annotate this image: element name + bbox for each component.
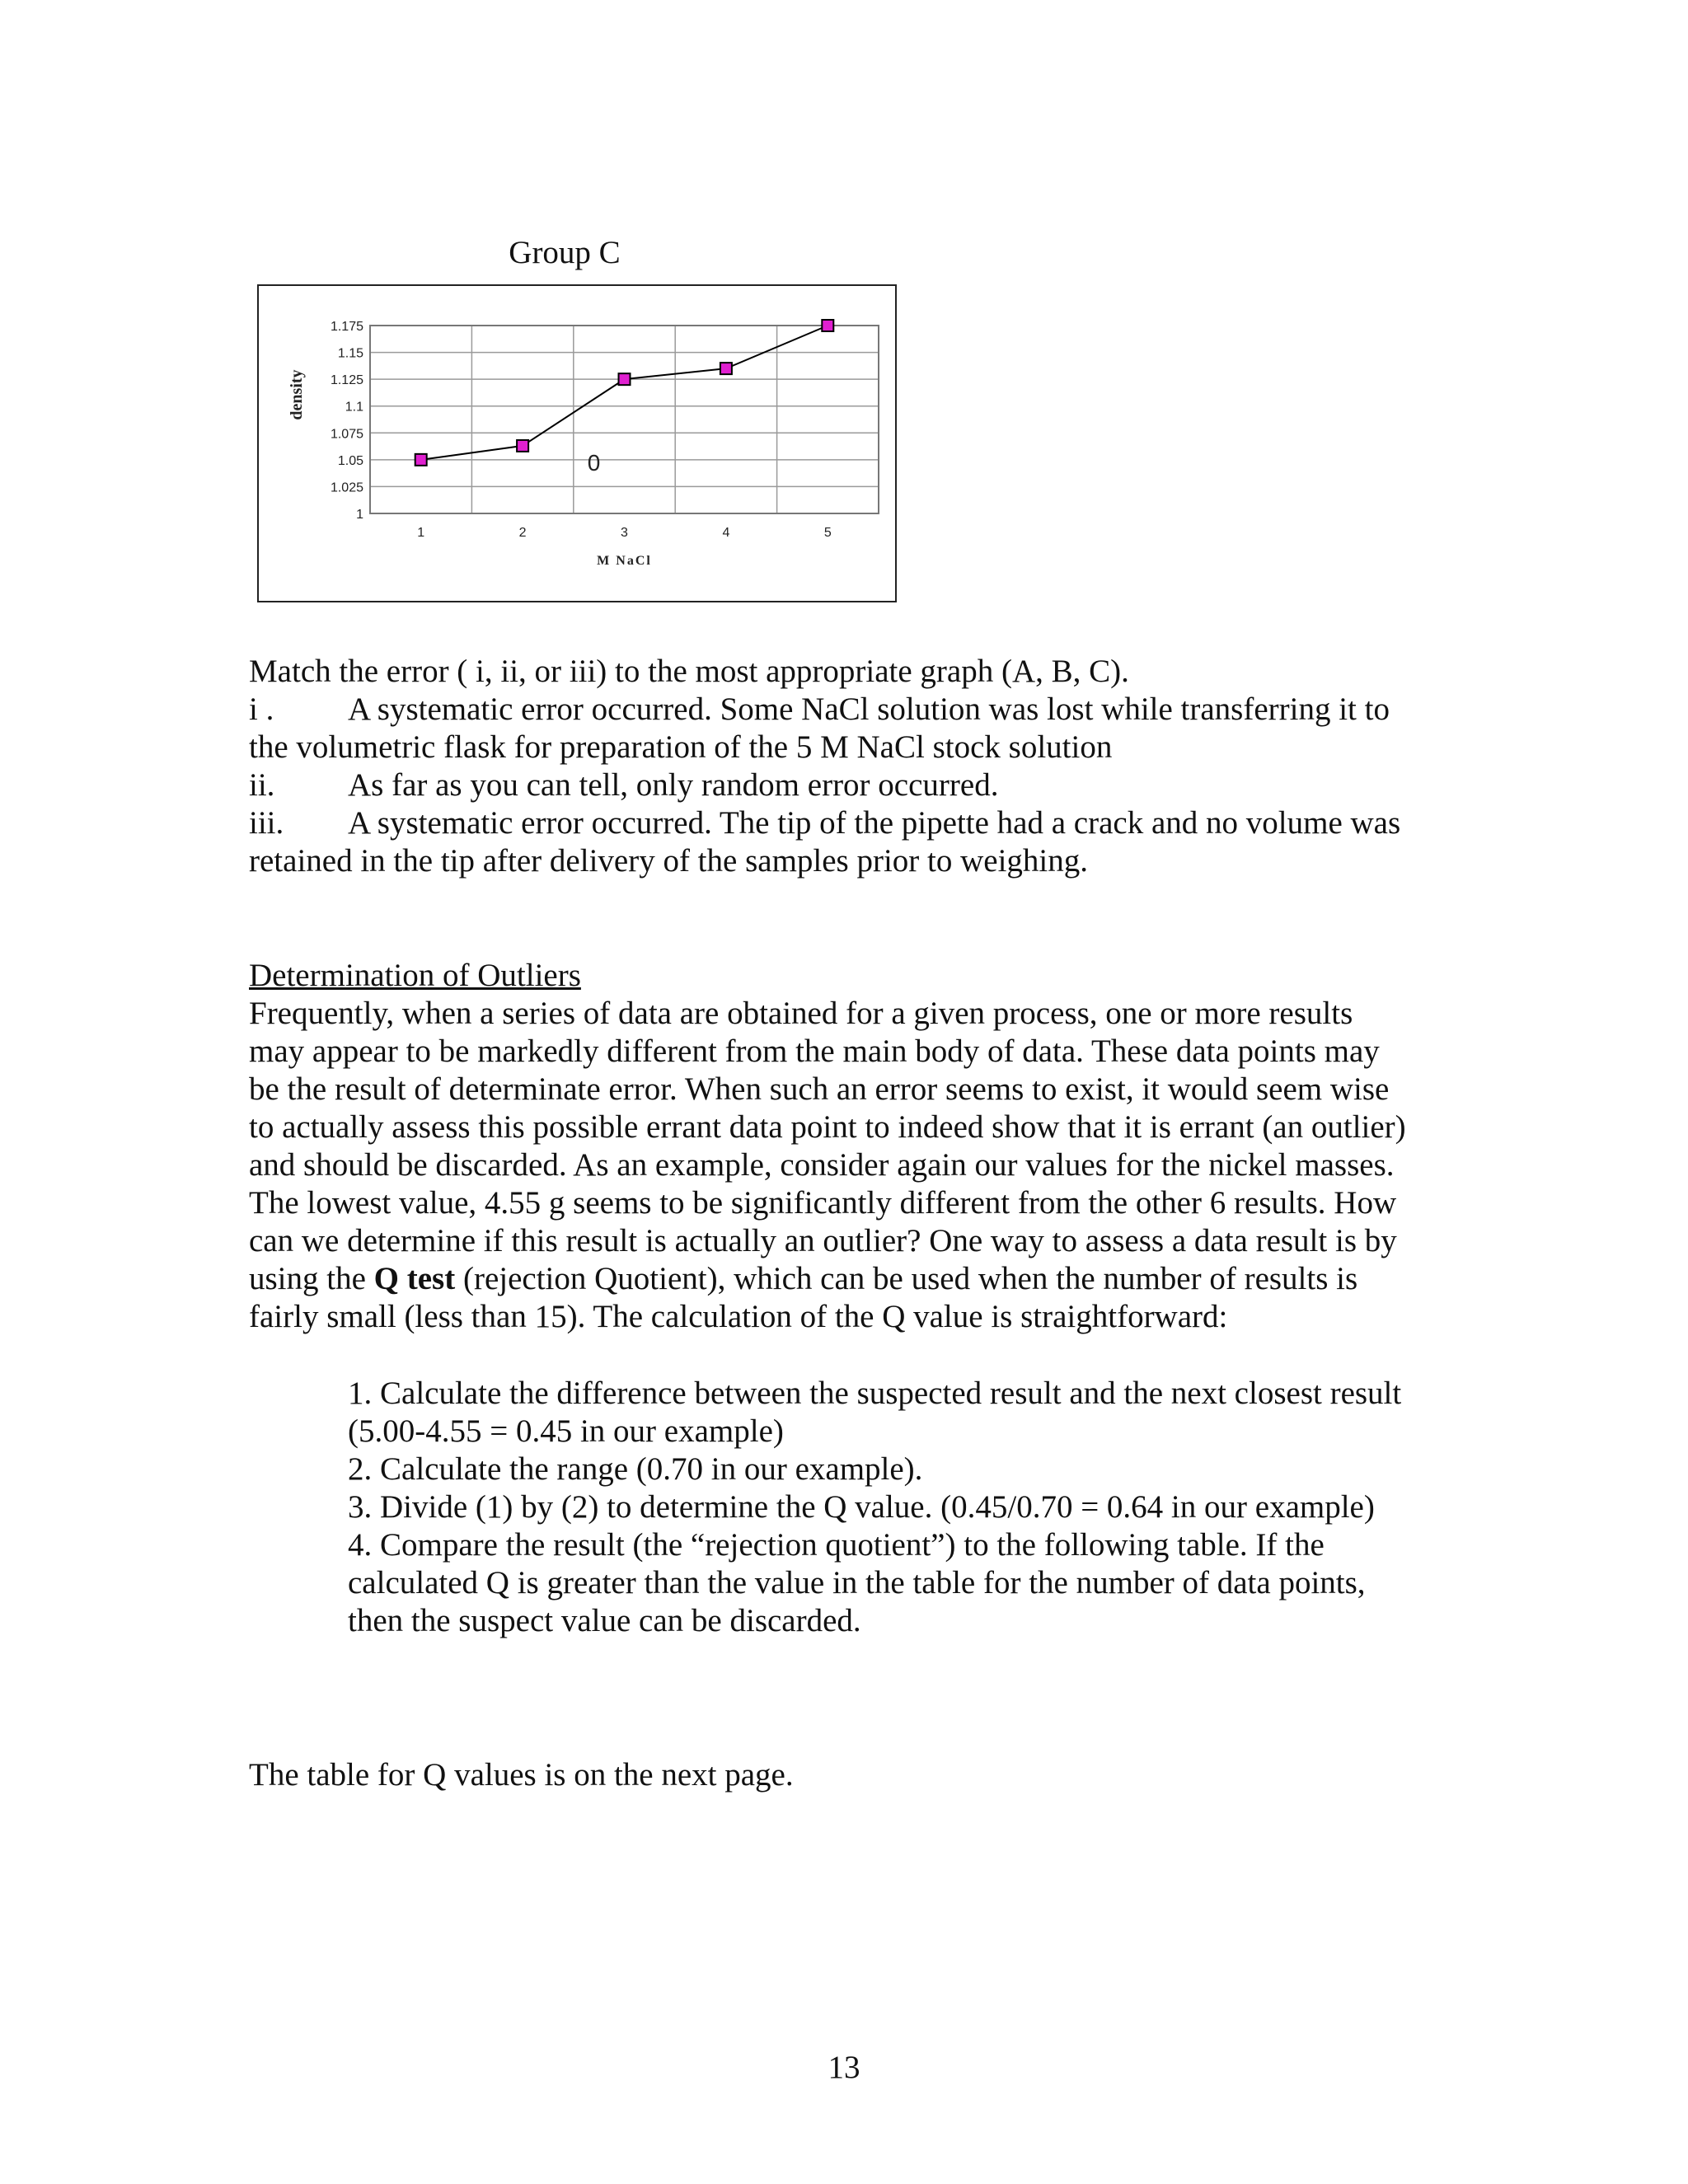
density-chart [259, 286, 898, 604]
chart-frame [257, 284, 897, 602]
y-tick-label: 1.05 [337, 453, 363, 468]
step-line-2: (5.00-4.55 = 0.45 in our example) [348, 1413, 784, 1449]
data-point [720, 363, 732, 374]
y-tick-label: 1.025 [330, 480, 363, 495]
x-tick-label: 1 [417, 526, 425, 540]
data-point [415, 454, 427, 466]
step-line-6: calculated Q is greater than the value in the table for the number of data points, [348, 1565, 1366, 1601]
data-point [619, 373, 631, 385]
x-tick-label: 5 [823, 526, 832, 540]
y-tick-label: 1 [356, 508, 363, 522]
x-tick-label: 2 [518, 526, 527, 540]
y-tick-label: 1.125 [330, 373, 363, 388]
item-i-roman: i . [249, 691, 274, 727]
outliers-q-test-line [249, 1260, 1357, 1298]
item-i-line2: the volumetric flask for preparation of the 5 M NaCl stock solution [249, 729, 1113, 765]
outliers-line-7: can we determine if this result is actually an outlier? One way to assess a data result is by [249, 1223, 1397, 1258]
step-line-7: then the suspect value can be discarded. [348, 1603, 861, 1638]
step-line-1: 1. Calculate the difference between the suspected result and the next closest result [348, 1376, 1402, 1411]
page-number: 13 [828, 2050, 860, 2085]
match-intro: Match the error ( i, ii, or iii) to the most appropriate graph (A, B, C). [249, 654, 1129, 689]
data-point [822, 320, 833, 331]
y-tick-label: 1.175 [330, 320, 363, 334]
plot-area [370, 326, 879, 513]
footer-note: The table for Q values is on the next page. [249, 1757, 794, 1793]
step-line-4: 3. Divide (1) by (2) to determine the Q value. (0.45/0.70 = 0.64 in our example) [348, 1489, 1375, 1525]
series-line [421, 326, 828, 460]
y-tick-label: 1.1 [345, 400, 363, 415]
x-axis-label: M NaCl [597, 554, 652, 568]
chart-title: Group C [509, 235, 621, 270]
outliers-last-line: fairly small (less than 15). The calculation of the Q value is straightforward: [249, 1299, 1228, 1334]
item-iii-roman: iii. [249, 805, 284, 841]
outliers-line-2: may appear to be markedly different from the main body of data. These data points may [249, 1033, 1380, 1069]
y-tick-label: 1.075 [330, 427, 363, 442]
step-line-3: 2. Calculate the range (0.70 in our example). [348, 1451, 923, 1487]
outliers-line-4: to actually assess this possible errant data point to indeed show that it is errant (an outlier) [249, 1109, 1406, 1145]
y-tick-label: 1.15 [337, 346, 363, 361]
item-iii-line1: A systematic error occurred. The tip of the pipette had a crack and no volume was [348, 805, 1401, 841]
outliers-line-3: be the result of determinate error. When such an error seems to exist, it would seem wise [249, 1071, 1390, 1107]
x-tick-label: 4 [722, 526, 730, 540]
item-ii-line1: As far as you can tell, only random error occurred. [348, 767, 999, 803]
data-point [517, 440, 528, 452]
outliers-line-1: Frequently, when a series of data are obtained for a given process, one or more results [249, 996, 1353, 1031]
outliers-heading: Determination of Outliers [249, 958, 581, 993]
chart-annotation: 0 [587, 449, 601, 476]
outliers-line-6: The lowest value, 4.55 g seems to be significantly different from the other 6 results. How [249, 1185, 1397, 1221]
item-ii-roman: ii. [249, 767, 275, 803]
step-line-5: 4. Compare the result (the “rejection quotient”) to the following table. If the [348, 1527, 1325, 1563]
item-i-line1: A systematic error occurred. Some NaCl solution was lost while transferring it to [348, 691, 1390, 727]
item-iii-line2: retained in the tip after delivery of the samples prior to weighing. [249, 843, 1089, 879]
y-axis-label: density [288, 369, 306, 420]
outliers-line-5: and should be discarded. As an example, consider again our values for the nickel masses. [249, 1147, 1395, 1183]
q-line-pre: using the [249, 1261, 374, 1296]
q-test-term: Q test [373, 1261, 456, 1296]
q-line-post: (rejection Quotient), which can be used when the number of results is [455, 1261, 1358, 1296]
x-tick-label: 3 [621, 526, 628, 540]
